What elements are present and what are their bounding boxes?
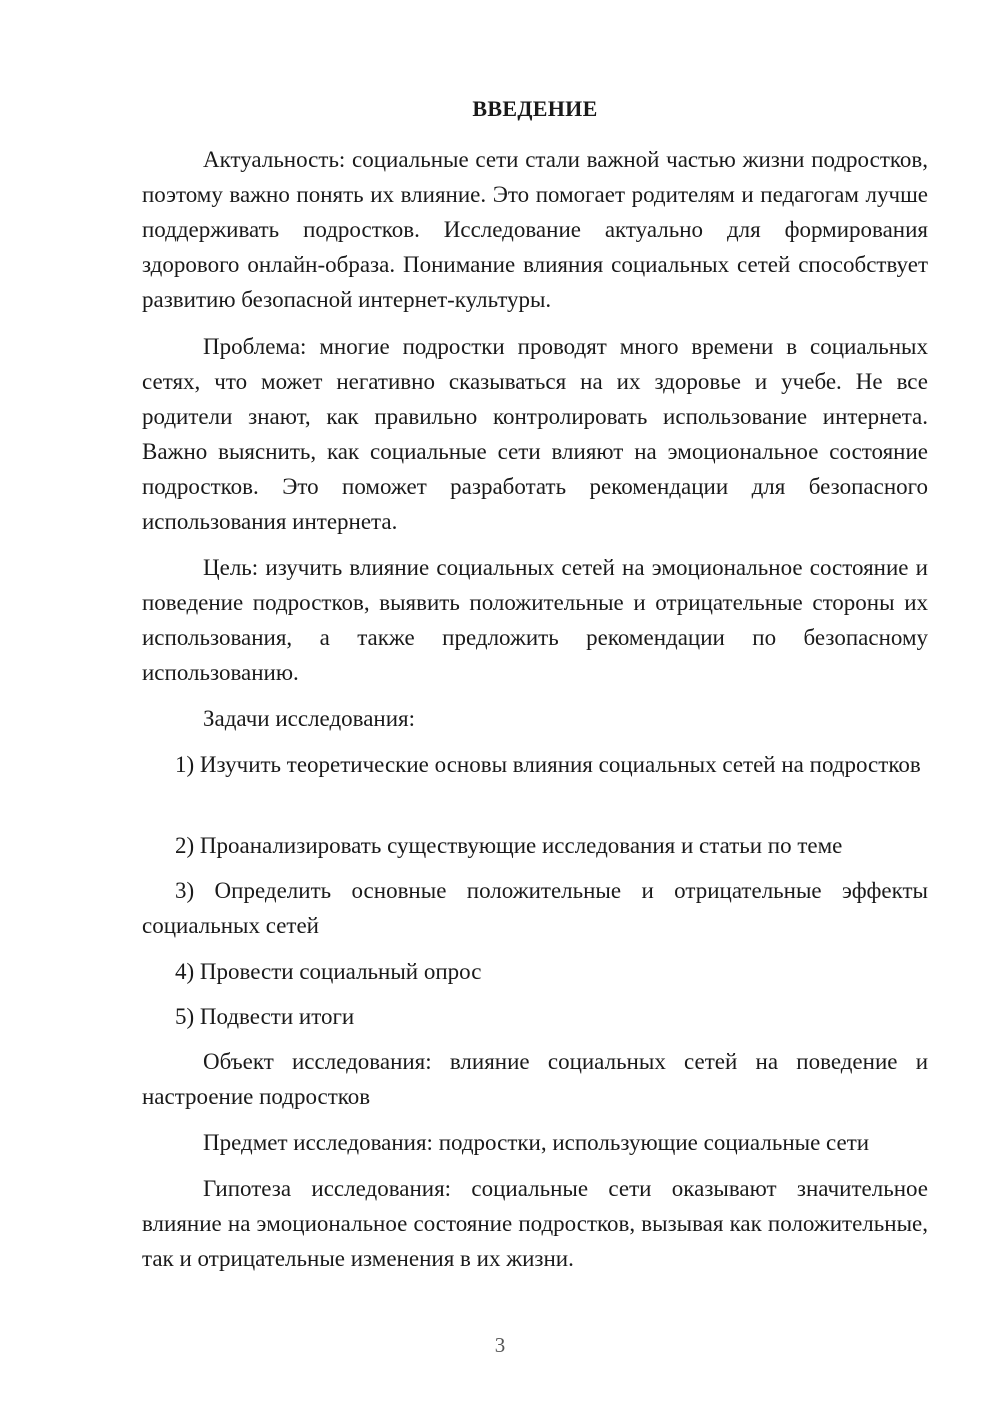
task-item-3: 3) Определить основные положительные и отрицательные эффекты социальных сетей [142,878,928,938]
object-paragraph: Объект исследования: влияние социальных сетей на поведение и настроение подростков [142,1049,928,1109]
task-item-1: 1) Изучить теоретические основы влияния социальных сетей на подростков [175,752,921,777]
task-item-2: 2) Проанализировать существующие исследования и статьи по теме [175,833,843,858]
problem-paragraph: Проблема: многие подростки проводят много времени в социальных сетях, что может негативно сказываться на их здоровье и учебе. Не все родители знают, как правильно контролировать использование интернета. Важно выяснить, как социальные сети влияют на эмоциональное состояние подростков. Это поможет разработать рекомендации для безопасного использования интернета. [142,334,928,534]
page-number: 3 [494,1333,506,1357]
task-item-5: 5) Подвести итоги [175,1004,355,1029]
goal-paragraph: Цель: изучить влияние социальных сетей на эмоциональное состояние и поведение подростков, выявить положительные и отрицательные стороны их использования, а также предложить рекомендации по безопасному использованию. [142,555,928,685]
page-title: ВВЕДЕНИЕ [472,96,598,121]
subject-paragraph: Предмет исследования: подростки, использующие социальные сети [203,1130,870,1155]
task-item-4: 4) Провести социальный опрос [175,959,482,984]
relevance-paragraph: Актуальность: социальные сети стали важной частью жизни подростков, поэтому важно понять их влияние. Это помогает родителям и педагогам лучше поддерживать подростков. Исследование актуально для формирования здорового онлайн-образа. Понимание влияния социальных сетей способствует развитию безопасной интернет-культуры. [142,147,928,312]
tasks-heading: Задачи исследования: [203,706,416,731]
hypothesis-paragraph: Гипотеза исследования: социальные сети оказывают значительное влияние на эмоциональное состояние подростков, вызывая как положительные, так и отрицательные изменения в их жизни. [142,1176,928,1271]
